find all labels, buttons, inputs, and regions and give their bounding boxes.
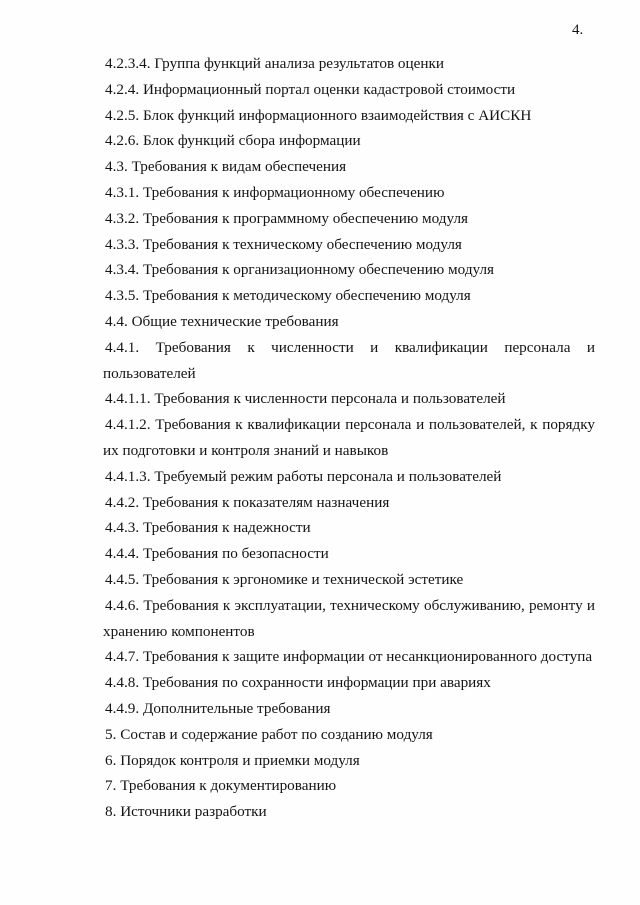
toc-item: 4.4.6. Требования к эксплуатации, техническому обслуживанию, ремонту и	[105, 596, 595, 614]
toc-item: 6. Порядок контроля и приемки модуля	[105, 751, 360, 769]
toc-item: 4.3.1. Требования к информационному обеспечению	[105, 183, 445, 201]
toc-item: 4.2.5. Блок функций информационного взаимодействия с АИСКН	[105, 106, 532, 124]
toc-item: 4.3.3. Требования к техническому обеспечению модуля	[105, 235, 462, 253]
toc-item: 5. Состав и содержание работ по созданию модуля	[105, 725, 433, 743]
toc-item: 4.4.8. Требования по сохранности информации при авариях	[105, 674, 491, 692]
table-of-contents	[105, 51, 595, 825]
page-number: 4.	[572, 22, 584, 38]
toc-item: 4.4.1.3. Требуемый режим работы персонала и пользователей	[105, 467, 502, 485]
toc-item: 4.3. Требования к видам обеспечения	[105, 158, 347, 176]
toc-item: 4.4.9. Дополнительные требования	[105, 699, 331, 717]
toc-item: 4.4.1.1. Требования к численности персонала и пользователей	[105, 390, 506, 408]
toc-item: 4.2.3.4. Группа функций анализа результатов оценки	[105, 55, 445, 72]
toc-item: 4.2.4. Информационный портал оценки кадастровой стоимости	[105, 80, 516, 98]
toc-item: 8. Источники разработки	[105, 803, 267, 821]
toc-item: 4.4. Общие технические требования	[105, 312, 339, 330]
toc-item: 4.3.5. Требования к методическому обеспечению модуля	[105, 287, 471, 305]
toc-item: 4.4.1.2. Требования к квалификации персонала и пользователей, к порядку	[105, 416, 595, 434]
toc-item: 4.4.3. Требования к надежности	[105, 519, 311, 537]
toc-item: 4.2.6. Блок функций сбора информации	[105, 132, 361, 150]
toc-item: 4.4.7. Требования к защите информации от несанкционированного доступа	[105, 648, 593, 666]
toc-item: 4.4.1. Требования к численности и квалификации персонала и	[105, 338, 595, 356]
toc-item: 4.4.2. Требования к показателям назначения	[105, 493, 390, 511]
toc-item-continuation: пользователей	[103, 364, 196, 382]
toc-item: 4.4.5. Требования к эргономике и технической эстетике	[105, 570, 464, 588]
toc-item: 4.4.4. Требования по безопасности	[105, 545, 329, 563]
toc-item: 7. Требования к документированию	[105, 777, 337, 795]
toc-item: 4.3.2. Требования к программному обеспечению модуля	[105, 209, 469, 227]
toc-item-continuation: их подготовки и контроля знаний и навыков	[103, 441, 389, 459]
toc-item-continuation: хранению компонентов	[103, 622, 255, 640]
toc-item: 4.3.4. Требования к организационному обеспечению модуля	[105, 261, 495, 279]
